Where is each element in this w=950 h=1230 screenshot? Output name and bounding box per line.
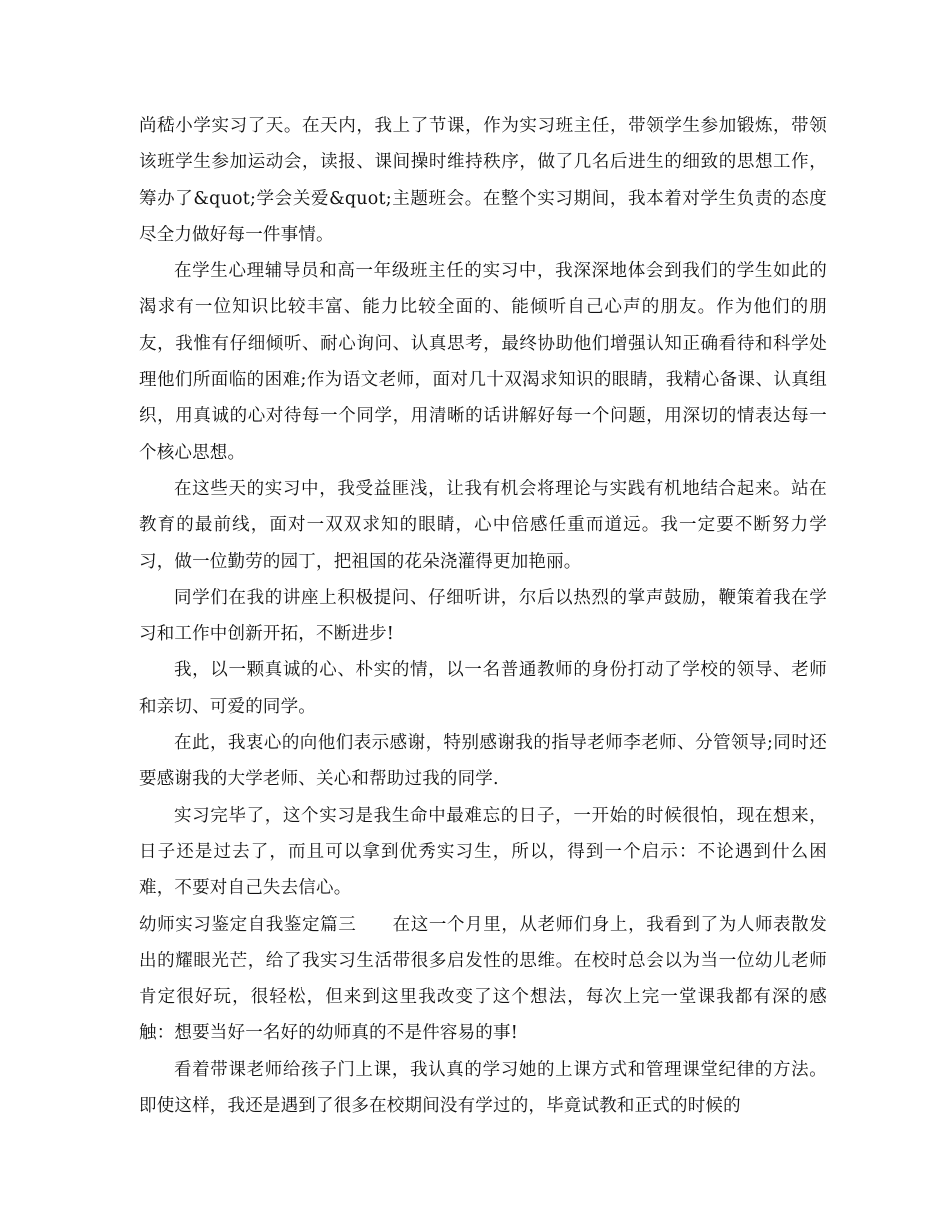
paragraph-3: 在这些天的实习中，我受益匪浅，让我有机会将理论与实践有机地结合起来。站在教育的最前线，面对一双双求知的眼睛，心中倍感任重而道远。我一定要不断努力学习，做一位勤劳的园丁，把祖国的花朵浇灌得更加艳丽。 [139,478,827,572]
paragraph-8-section-heading: 幼师实习鉴定自我鉴定篇三 在这一个月里，从老师们身上，我看到了为人师表散发出的耀眼光芒，给了我实习生活带很多启发性的思维。在校时总会以为当一位幼儿老师肯定很好玩，很轻松，但来到这里我改变了这个想法，每次上完一堂课我都有深的感触：想要当好一名好的幼师真的不是件容易的事! [139,914,827,1044]
paragraph-7: 实习完毕了，这个实习是我生命中最难忘的日子，一开始的时候很怕，现在想来，日子还是过去了，而且可以拿到优秀实习生，所以，得到一个启示：不论遇到什么困难，不要对自己失去信心。 [139,805,827,899]
paragraph-1: 尚嵇小学实习了天。在天内，我上了节课，作为实习班主任，带领学生参加锻炼，带领该班学生参加运动会，读报、课间操时维持秩序，做了几名后进生的细致的思想工作，筹办了&quot;学会关爱&quot;主题班会。在整个实习期间，我本着对学生负责的态度尽全力做好每一件事情。 [139,116,827,245]
paragraph-6: 在此，我衷心的向他们表示感谢，特别感谢我的指导老师李老师、分管领导;同时还要感谢我的大学老师、关心和帮助过我的同学. [139,733,827,790]
paragraph-5: 我，以一颗真诚的心、朴实的情，以一名普通教师的身份打动了学校的领导、老师和亲切、可爱的同学。 [139,660,827,717]
paragraph-9: 看着带课老师给孩子门上课，我认真的学习她的上课方式和管理课堂纪律的方法。即使这样，我还是遇到了很多在校期间没有学过的，毕竟试教和正式的时候的 [139,1059,827,1117]
paragraph-2: 在学生心理辅导员和高一年级班主任的实习中，我深深地体会到我们的学生如此的渴求有一位知识比较丰富、能力比较全面的、能倾听自己心声的朋友。作为他们的朋友，我惟有仔细倾听、耐心询问、认真思考，最终协助他们增强认知正确看待和科学处理他们所面临的困难;作为语文老师，面对几十双渴求知识的眼睛，我精心备课、认真组织，用真诚的心对待每一个同学，用清晰的话讲解好每一个问题，用深切的情表达每一个核心思想。 [139,261,827,463]
paragraph-4: 同学们在我的讲座上积极提问、仔细听讲，尔后以热烈的掌声鼓励，鞭策着我在学习和工作中创新开拓，不断进步! [139,587,827,645]
document-body [139,108,827,1124]
